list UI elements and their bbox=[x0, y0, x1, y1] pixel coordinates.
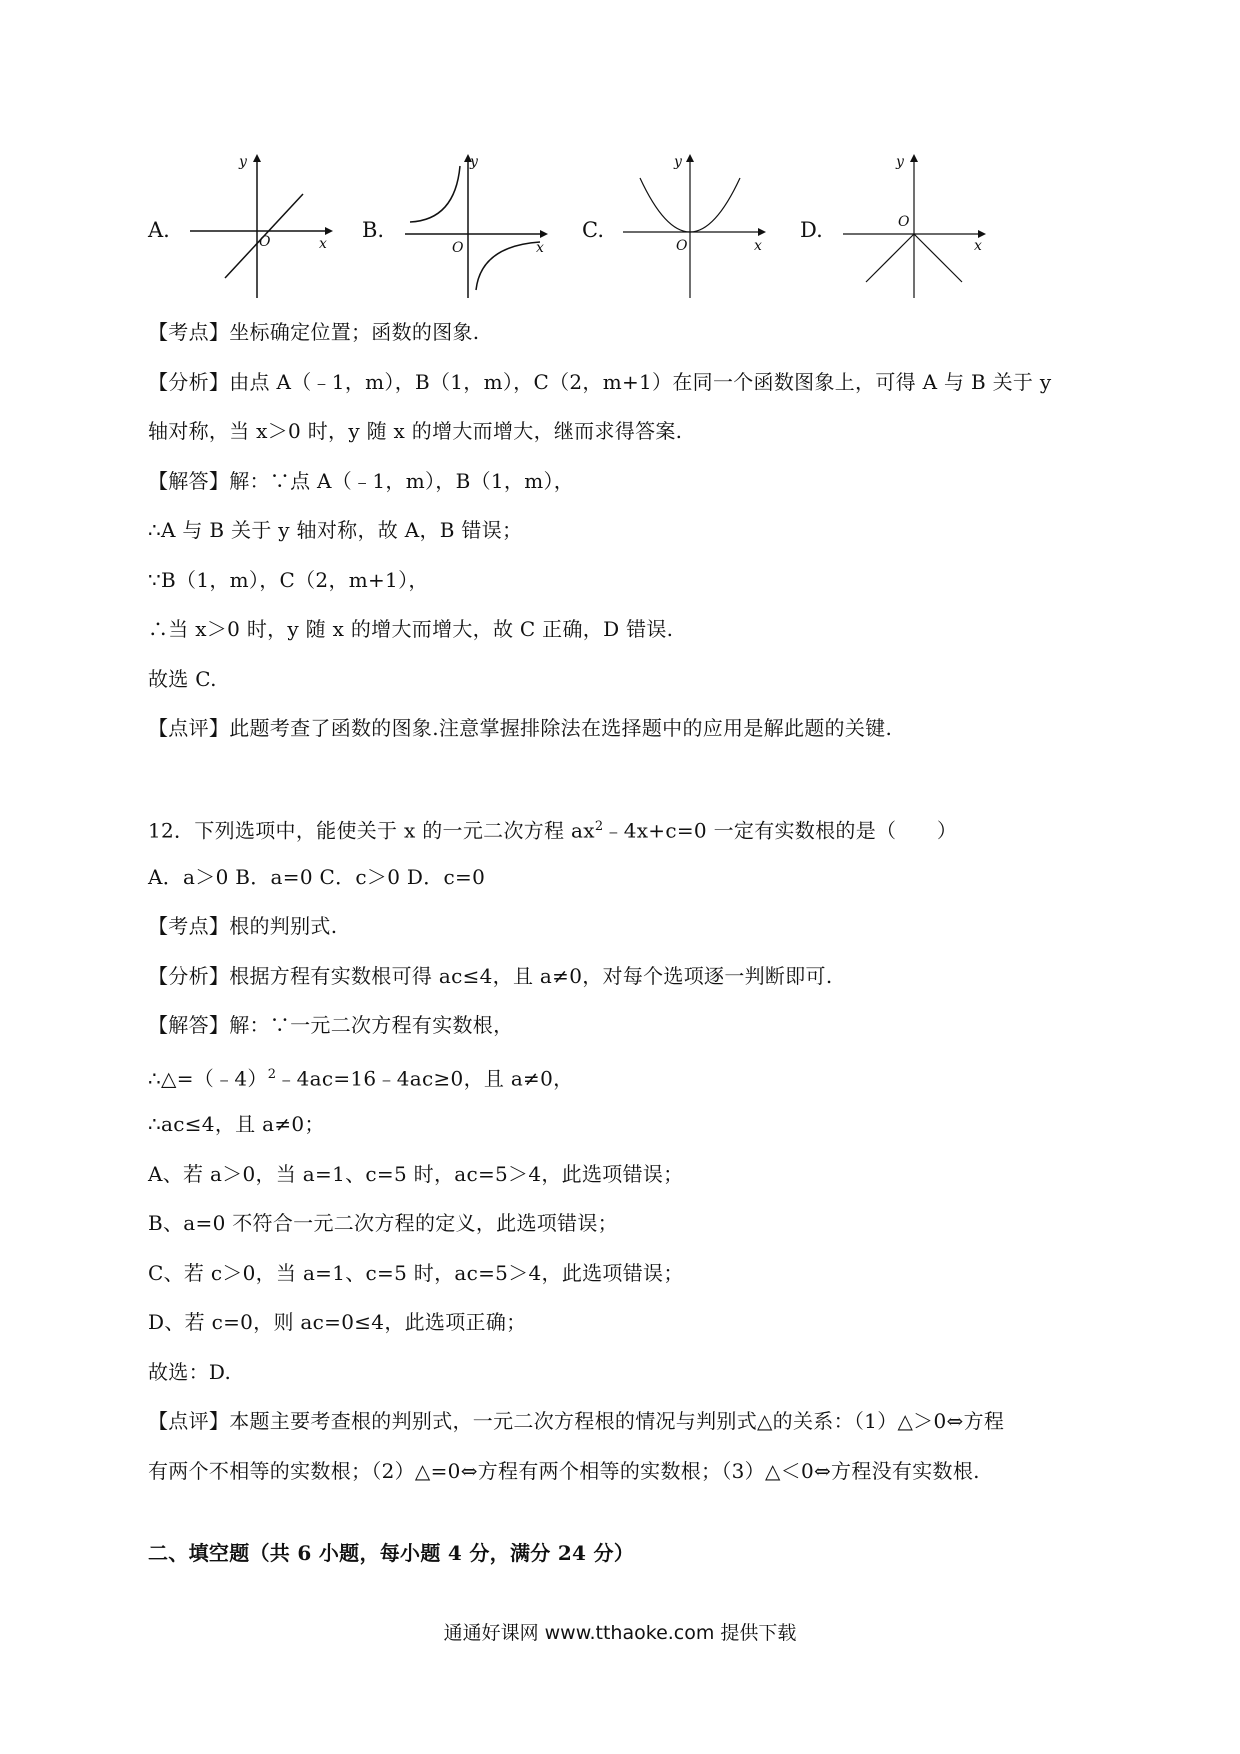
q12-dianping-line1: 【点评】本题主要考查根的判别式，一元二次方程根的情况与判别式△的关系：（1）△＞0⇔方程 bbox=[148, 1409, 1005, 1433]
q12-jieda-line6: C、若 c＞0，当 a=1、c=5 时，ac=5＞4，此选项错误； bbox=[148, 1261, 684, 1285]
graph-d-absolute bbox=[838, 150, 988, 300]
q12-jieda-line5: B、a=0 不符合一元二次方程的定义，此选项错误； bbox=[148, 1211, 618, 1235]
q12-stem-after: ﹣4x+c=0 一定有实数根的是（ ） bbox=[603, 818, 958, 843]
graph-b-hyperbola bbox=[400, 150, 550, 300]
q12-delta-before: ∴△=（﹣4） bbox=[148, 1066, 268, 1091]
q12-fenxi: 【分析】根据方程有实数根可得 ac≤4，且 a≠0，对每个选项逐一判断即可. bbox=[148, 964, 833, 988]
q12-delta-exponent: 2 bbox=[267, 1067, 277, 1082]
q12-jieda-line1: 【解答】解：∵一元二次方程有实数根， bbox=[148, 1013, 514, 1037]
option-d-label: D. bbox=[800, 218, 823, 242]
graph-b-x-label: x bbox=[536, 240, 544, 256]
graph-d-x-label: x bbox=[974, 238, 982, 254]
graph-b-y-label: y bbox=[470, 154, 478, 170]
q12-stem bbox=[148, 812, 957, 846]
q11-jieda-line3: ∵B（1，m），C（2，m+1）， bbox=[148, 568, 429, 592]
q11-jieda-line1: 【解答】解：∵点 A（﹣1，m），B（1，m）， bbox=[148, 469, 575, 493]
option-c-label: C. bbox=[582, 218, 604, 242]
q12-stem-before: 12．下列选项中，能使关于 x 的一元二次方程 ax bbox=[148, 818, 595, 843]
q12-jieda-line8: 故选：D. bbox=[148, 1360, 232, 1384]
q11-dianping: 【点评】此题考查了函数的图象.注意掌握排除法在选择题中的应用是解此题的关键. bbox=[148, 716, 893, 740]
graph-d-origin: O bbox=[898, 214, 910, 230]
graph-c-origin: O bbox=[676, 238, 688, 254]
q12-delta-after: ﹣4ac=16﹣4ac≥0，且 a≠0， bbox=[276, 1066, 574, 1091]
graph-c-x-label: x bbox=[754, 238, 762, 254]
graph-c-y-label: y bbox=[674, 154, 682, 170]
q12-kaodian: 【考点】根的判别式. bbox=[148, 914, 338, 938]
section-heading-fill-blank: 二、填空题（共 6 小题，每小题 4 分，满分 24 分） bbox=[148, 1541, 635, 1565]
graph-a-linear bbox=[185, 150, 335, 300]
graph-a-y-label: y bbox=[239, 154, 247, 170]
footer-download-note: 通通好课网 www.tthaoke.com 提供下载 bbox=[443, 1622, 797, 1644]
q11-kaodian: 【考点】坐标确定位置；函数的图象. bbox=[148, 320, 480, 344]
q12-jieda-line4: A、若 a＞0，当 a=1、c=5 时，ac=5＞4，此选项错误； bbox=[148, 1162, 684, 1186]
answer-graphs bbox=[0, 150, 1240, 310]
q12-jieda-line3: ∴ac≤4，且 a≠0； bbox=[148, 1112, 325, 1136]
graph-d-y-label: y bbox=[896, 154, 904, 170]
graph-b-origin: O bbox=[452, 240, 464, 256]
q12-dianping-line2: 有两个不相等的实数根；（2）△=0⇔方程有两个相等的实数根；（3）△＜0⇔方程没有实数根. bbox=[148, 1459, 980, 1483]
q11-fenxi-line1: 【分析】由点 A（﹣1，m），B（1，m），C（2，m+1）在同一个函数图象上，可得 A 与 B 关于 y bbox=[148, 370, 1052, 394]
option-a-label: A. bbox=[148, 218, 170, 242]
q12-options: A．a＞0 B．a=0 C．c＞0 D．c=0 bbox=[148, 865, 486, 889]
q11-jieda-line5: 故选 C. bbox=[148, 667, 217, 691]
graph-c-parabola bbox=[618, 150, 768, 300]
graph-a-x-label: x bbox=[319, 236, 327, 252]
q12-stem-exponent: 2 bbox=[594, 819, 604, 834]
option-b-label: B. bbox=[362, 218, 385, 242]
q12-jieda-line2 bbox=[148, 1060, 573, 1094]
q12-jieda-line7: D、若 c=0，则 ac=0≤4，此选项正确； bbox=[148, 1310, 527, 1334]
graph-a-origin: O bbox=[259, 234, 271, 250]
q11-jieda-line4: ∴当 x＞0 时，y 随 x 的增大而增大，故 C 正确，D 错误. bbox=[148, 617, 674, 641]
q11-jieda-line2: ∴A 与 B 关于 y 轴对称，故 A，B 错误； bbox=[148, 518, 523, 542]
q11-fenxi-line2: 轴对称，当 x＞0 时，y 随 x 的增大而增大，继而求得答案. bbox=[148, 419, 683, 443]
